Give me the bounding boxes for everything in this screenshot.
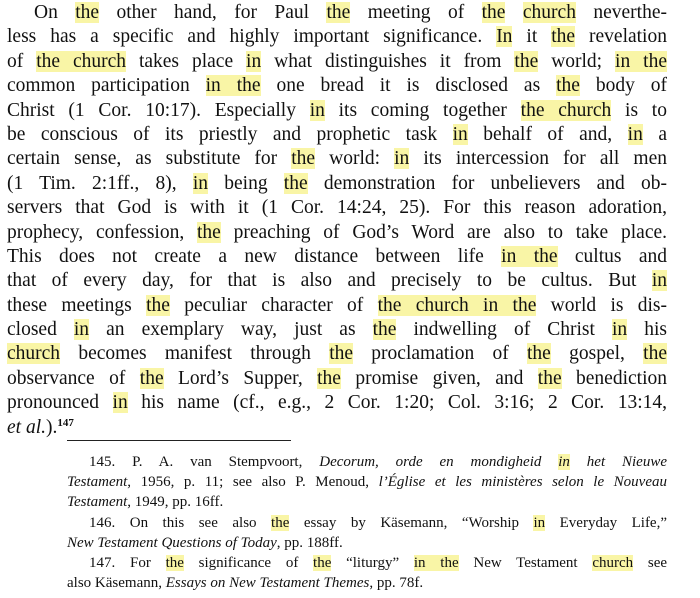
highlighted-term: the	[537, 367, 562, 389]
footnote-147: 147. For the significance of the “liturgy” in the New Testament church see	[89, 554, 668, 571]
text-line: This does not create a new distance between life in the cultus and	[7, 245, 668, 267]
highlighted-term: the	[165, 554, 184, 571]
highlighted-term: in the	[501, 245, 558, 267]
highlighted-term: in	[627, 123, 643, 145]
footnote-ref-147: 147	[57, 416, 74, 429]
text-line: less has a specific and highly important significance. In it the revelation	[7, 26, 667, 48]
highlighted-term: church	[522, 2, 576, 23]
text-line: servers that God is with it (1 Cor. 14:24, 25). For this reason adoration,	[7, 197, 667, 219]
footnote-145-cont: Testament, 1949, pp. 16ff.	[67, 494, 224, 511]
highlighted-term: the	[551, 26, 576, 48]
footnote-145: 145. P. A. van Stempvoort, Decorum, orde en mondigheid in het Nieuwe	[89, 454, 667, 470]
highlighted-term: the	[481, 2, 506, 23]
highlighted-term: the	[139, 367, 164, 389]
footnote-146-cont: New Testament Questions of Today, pp. 188ff.	[67, 534, 343, 551]
highlighted-term: the church	[520, 99, 612, 121]
highlighted-term: the	[317, 367, 341, 389]
text-line: these meetings the peculiar character of the church in the world is dis-	[7, 294, 668, 316]
text-line: (1 Tim. 2:1ff., 8), in being the demonstration for unbelievers and ob-	[7, 172, 667, 194]
highlighted-term: the	[329, 343, 354, 365]
footnote-divider	[67, 440, 291, 441]
text-line: et al.).$^{147}$	[7, 416, 74, 438]
highlighted-term: in	[651, 270, 667, 292]
text-line: of the church takes place in what distinguishes it from the world; in the	[7, 50, 667, 72]
highlighted-term: in	[246, 50, 262, 72]
highlighted-term: the	[291, 148, 316, 170]
highlighted-term: church	[7, 343, 61, 365]
text-line: certain sense, as substitute for the world: in its intercession for all men	[7, 148, 667, 170]
highlighted-term: in	[394, 148, 410, 170]
highlighted-term: in	[612, 319, 628, 341]
text-line: church becomes manifest through the proclamation of the gospel, the	[7, 343, 667, 365]
footnotes	[67, 452, 667, 593]
footnote-147-cont: also Käsemann, Essays on New Testament Themes, pp. 78f.	[67, 575, 424, 592]
text-line: On the other hand, for Paul the meeting of the church neverthe-	[34, 2, 667, 23]
text-line: prophecy, confession, the preaching of God’s Word are also to take place.	[7, 221, 668, 243]
text-line: Christ (1 Cor. 10:17). Especially in its coming together the church is to	[7, 99, 667, 121]
text-line: be conscious of its priestly and prophetic task in behalf of and, in a	[7, 123, 667, 145]
highlighted-term: in	[452, 123, 468, 145]
text-line: that of every day, for that is also and precisely to be cultus. But in	[7, 270, 667, 292]
highlighted-term: church	[592, 554, 634, 571]
highlighted-term: the	[75, 2, 100, 23]
highlighted-term: the	[643, 343, 667, 365]
highlighted-term: in	[73, 319, 90, 341]
highlighted-term: the church in the	[377, 294, 537, 316]
highlighted-term: the	[313, 554, 332, 571]
highlighted-term: in the	[205, 75, 261, 97]
highlighted-term: in	[112, 392, 128, 414]
highlighted-term: the	[197, 221, 221, 243]
highlighted-term: the	[271, 514, 290, 531]
highlighted-term: the	[556, 75, 580, 97]
highlighted-term: the	[527, 343, 551, 365]
highlighted-term: the	[372, 319, 397, 341]
text-line: pronounced in his name (cf., e.g., 2 Cor. 1:20; Col. 3:16; 2 Cor. 13:14,	[7, 392, 667, 414]
highlighted-term: in	[309, 99, 325, 121]
highlighted-term: in	[533, 514, 546, 531]
highlighted-term: in the	[615, 50, 667, 72]
highlighted-term: the	[514, 50, 539, 72]
footnote-145-cont: Testament, 1956, p. 11; see also P. Menoud, l’Église et les ministères selon le Nouveau	[67, 474, 668, 491]
highlighted-term: the	[146, 294, 170, 316]
highlighted-term: the church	[36, 50, 127, 72]
highlighted-term: in	[558, 454, 570, 470]
main-paragraph	[7, 1, 667, 440]
text-line: closed in an exemplary way, just as the indwelling of Christ in his	[7, 319, 667, 341]
footnote-146: 146. On this see also the essay by Käsemann, “Worship in Everyday Life,”	[89, 514, 667, 531]
highlighted-term: in	[192, 172, 209, 194]
highlighted-term: the	[283, 172, 308, 194]
highlighted-term: the	[326, 2, 351, 23]
highlighted-term: In	[496, 26, 513, 48]
text-line: observance of the Lord’s Supper, the promise given, and the benediction	[7, 367, 667, 389]
text-line: common participation in the one bread it is disclosed as the body of	[7, 75, 667, 97]
highlighted-term: in the	[413, 554, 459, 571]
